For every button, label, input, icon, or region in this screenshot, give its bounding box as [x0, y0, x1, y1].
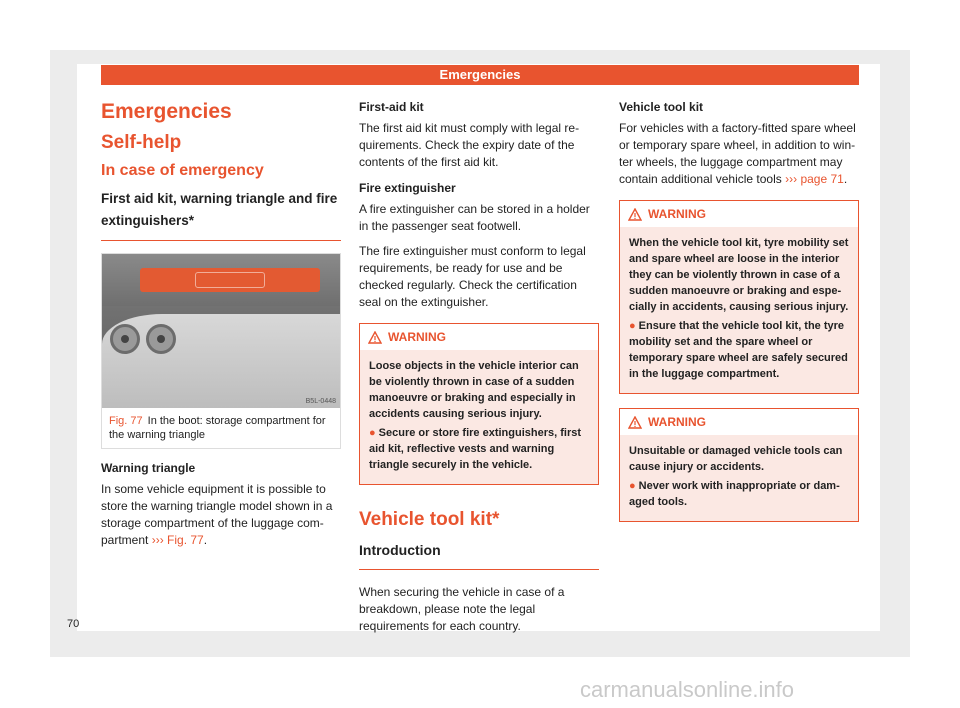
- figure-caption-text: In the boot: storage compartment for the warning triangle: [109, 415, 326, 441]
- figure-caption: [102, 408, 340, 448]
- vehicle-tool-kit-title: Vehicle tool kit*: [359, 509, 500, 530]
- page-71-link[interactable]: ››› page 71: [785, 172, 844, 186]
- warning-triangle-icon: [628, 208, 642, 221]
- warning-box-loose-objects: [359, 323, 599, 485]
- bullet-dot-icon: ●: [629, 480, 636, 492]
- figure-code: B5L-0448: [305, 398, 336, 405]
- topic-title: First aid kit, warning triangle and fire extinguishers*: [101, 188, 341, 241]
- warning-triangle-icon: [368, 331, 382, 344]
- figure-number: Fig. 77: [109, 415, 143, 427]
- fire-extinguisher-text-1: A fire extinguisher can be stored in a holder in the passenger seat footwell.: [359, 202, 590, 233]
- introduction-title: Introduction: [359, 539, 599, 570]
- column-middle: [359, 100, 599, 643]
- warning-box-damaged-tools: [619, 408, 859, 522]
- warning-text: Unsuitable or damaged vehicle tools can cause injury or accidents.: [629, 445, 843, 473]
- warning-bullet: ● Ensure that the vehicle tool kit, the tyre mobility set and the spare wheel or temporary spare wheel are safely secured in the luggage compartment.: [629, 320, 848, 380]
- page-number: 70: [67, 618, 80, 630]
- warning-triangle-text: In some vehicle equipment it is possible to store the warning triangle model shown in a storage compartment of the luggage compartment ››› Fig. 77.: [101, 482, 333, 547]
- warning-box-tool-kit: [619, 200, 859, 394]
- bullet-dot-icon: ●: [629, 320, 636, 332]
- fire-extinguisher-text-2: The fire extinguisher must conform to legal requirements, be ready for use and be checked regularly. Check the certification seal on the extinguisher.: [359, 244, 586, 309]
- boot-storage-photo: [102, 254, 340, 408]
- vehicle-tool-kit-text: For vehicles with a factory-fitted spare wheel or temporary spare wheel, in addition to winter wheels, the luggage compartment may contain additional vehicle tools ››› page 71.: [619, 121, 856, 186]
- watermark: carmanualsonline.info: [580, 677, 795, 702]
- section-header: Emergencies: [101, 65, 859, 85]
- first-aid-text: The first aid kit must comply with legal requirements. Check the expiry date of the contents of the first aid kit.: [359, 121, 580, 169]
- warning-text: When the vehicle tool kit, tyre mobility set and spare wheel are loose in the interior they can be violently thrown in case of a sudden manoeuvre or braking and especially in accidents, causing serious injury.: [629, 237, 849, 313]
- warning-triangle-compartment: [140, 268, 320, 292]
- vehicle-tool-kit-heading: Vehicle tool kit: [619, 100, 704, 114]
- warning-triangle-heading: Warning triangle: [101, 461, 196, 475]
- warning-bullet: ● Secure or store fire extinguishers, first aid kit, reflective vests and warning triangle securely in the vehicle.: [369, 427, 582, 471]
- fire-extinguisher-heading: Fire extinguisher: [359, 181, 456, 195]
- warning-triangle-icon: [628, 416, 642, 429]
- warning-label: WARNING: [648, 207, 706, 221]
- warning-text: Loose objects in the vehicle interior can be violently thrown in case of a sudden manoeuvre or braking and especially in accidents causing serious injury.: [369, 360, 579, 420]
- fig-77-link[interactable]: ››› Fig. 77: [151, 533, 204, 547]
- bullet-dot-icon: ●: [369, 427, 376, 439]
- first-aid-heading: First-aid kit: [359, 100, 424, 114]
- chapter-title: Emergencies: [101, 100, 232, 123]
- subsection-title: In case of emergency: [101, 162, 264, 179]
- section-title: Self-help: [101, 132, 182, 153]
- introduction-text: When securing the vehicle in case of a breakdown, please note the legal requirements for each country.: [359, 585, 565, 633]
- warning-label: WARNING: [648, 415, 706, 429]
- figure-77: [101, 253, 341, 449]
- socket-icon: [110, 324, 140, 354]
- warning-bullet: ● Never work with inappropriate or damaged tools.: [629, 480, 840, 508]
- column-right: [619, 100, 859, 536]
- column-left: [101, 100, 341, 557]
- warning-label: WARNING: [388, 330, 446, 344]
- socket-icon: [146, 324, 176, 354]
